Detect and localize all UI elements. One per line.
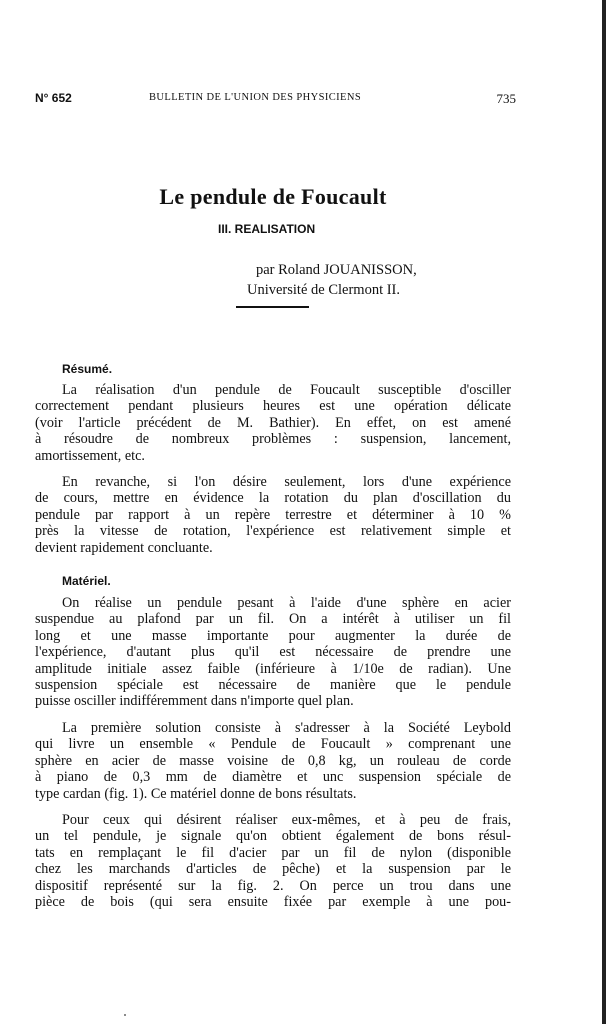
paragraph <box>35 474 511 556</box>
text-line: correctement pendant plusieurs heures est une opération délicate <box>35 398 511 415</box>
article-title: Le pendule de Foucault <box>159 184 387 209</box>
text-line: à résoudre de nombreux problèmes : suspension, lancement, <box>35 431 511 448</box>
paragraph <box>35 720 511 802</box>
text-line: En revanche, si l'on désire seulement, lors d'une expérience <box>62 474 511 490</box>
text-line: pièce de bois (qui sera ensuite fixée par exemple à une pou- <box>35 894 511 911</box>
text-line: près la vitesse de rotation, l'expérience est relativement simple et <box>35 523 511 540</box>
paragraph <box>35 595 511 710</box>
text-line: pendule par rapport à un repère terrestre et déterminer à 10 % <box>35 506 511 523</box>
journal-name: BULLETIN DE L'UNION DES PHYSICIENS <box>149 92 362 103</box>
page-number: 735 <box>496 91 516 106</box>
byline <box>247 260 417 300</box>
issue-number: N° 652 <box>35 91 72 105</box>
text-line: puisse osciller indifféremment dans n'importe quel plan. <box>35 693 354 710</box>
text-line: Pour ceux qui désirent réaliser eux-mêmes, et à peu de frais, <box>62 812 511 828</box>
text-line: l'expérience, d'autant plus qu'il est nécessaire de prendre une <box>35 644 511 661</box>
text-line: La première solution consiste à s'adresser à la Société Leybold <box>62 720 511 736</box>
text-line: qui livre un ensemble « Pendule de Foucault » comprenant une <box>35 736 511 753</box>
page-edge <box>602 0 606 1024</box>
paragraph <box>35 382 511 464</box>
text-line: long et une masse importante pour augmenter la durée de <box>35 627 511 644</box>
text-line: type cardan (fig. 1). Ce matériel donne de bons résultats. <box>35 785 357 802</box>
text-line: tats en remplaçant le fil d'acier par un fil de nylon (disponible <box>35 844 511 861</box>
text-line: de cours, mettre en évidence la rotation du plan d'oscillation du <box>35 490 511 507</box>
text-line: suspendue au plafond par un fil. On a intérêt à utiliser un fil <box>35 611 511 628</box>
paragraph <box>35 812 511 910</box>
title-rule <box>236 306 309 308</box>
running-header <box>35 91 516 109</box>
author-line: par Roland JOUANISSON, <box>256 262 417 278</box>
text-line: dispositif représenté sur la fig. 2. On perce un trou dans une <box>35 877 511 894</box>
text-line: La réalisation d'un pendule de Foucault susceptible d'osciller <box>62 382 511 398</box>
text-line: amplitude initiale assez faible (inférieure à 1/10e de radian). Une <box>35 660 511 677</box>
section-heading-resume: Résumé. <box>62 362 113 376</box>
text-line: On réalise un pendule pesant à l'aide d'une sphère en acier <box>62 595 511 611</box>
text-line: chez les marchands d'articles de pêche) et la suspension par le <box>35 861 511 878</box>
scan-speck <box>124 1014 126 1016</box>
text-line: amortissement, etc. <box>35 447 145 464</box>
text-line: sphère en acier de masse voisine de 0,8 kg, un rouleau de corde <box>35 752 511 769</box>
text-line: (voir l'article précédent de M. Bathier). En effet, on est amené <box>35 414 511 431</box>
section-heading-materiel: Matériel. <box>62 574 111 588</box>
text-line: à piano de 0,3 mm de diamètre et unc suspension spéciale de <box>35 769 511 786</box>
text-line: suspension spéciale est nécessaire de manière que le pendule <box>35 677 511 694</box>
affiliation-line: Université de Clermont II. <box>247 282 401 298</box>
article-subtitle: III. REALISATION <box>218 222 316 236</box>
text-line: devient rapidement concluante. <box>35 539 213 556</box>
text-line: un tel pendule, je signale qu'on obtient également de bons résul- <box>35 828 511 845</box>
